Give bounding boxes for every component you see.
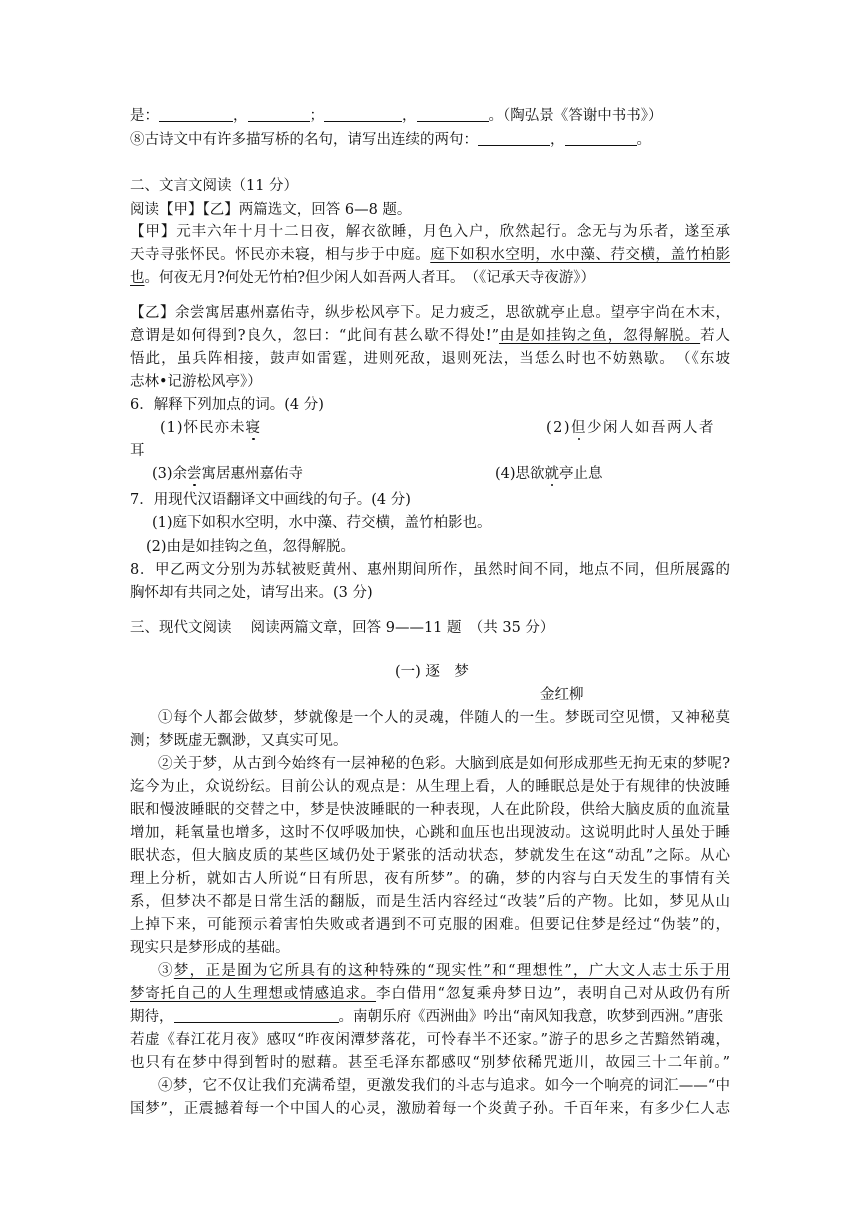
section-2-intro: 阅读【甲】【乙】两篇选文，回答 6—8 题。 <box>130 202 412 218</box>
underlined-sentence: 由是如挂钩之鱼，忽得解脱。 <box>499 328 701 344</box>
text: 亭止息 <box>559 466 603 482</box>
text: (3)余 <box>152 466 188 482</box>
text: 。 <box>636 132 651 148</box>
text: 期待， <box>130 1009 174 1025</box>
question-8-line-2: 胸怀却有共同之处，请写出来。(3 分) <box>130 585 373 601</box>
answer-blank[interactable] <box>159 107 233 122</box>
passage-yi-line-3: 悟此，虽兵阵相接，鼓声如雷霆，进则死敌，退则死法，当恁么时也不妨熟歇。 （《东坡 <box>130 351 730 367</box>
question-6: 6．解释下列加点的词。(4 分) <box>130 397 324 413</box>
text: (2) <box>546 420 572 436</box>
q6-item-3 <box>152 464 372 484</box>
para-3-line-4: 若虚《春江花月夜》感叹“昨夜闲潭梦落花，可怜春半不还家。”游子的思乡之苦黯然销魂， <box>130 1032 730 1048</box>
q7-item-1: (1)庭下如积水空明，水中藻、荇交横，盖竹柏影也。 <box>152 515 492 531</box>
passage-jia-line-2 <box>130 245 730 265</box>
text: 少闲人如吾两人者 <box>587 420 716 436</box>
passage-jia-line-3 <box>130 268 730 288</box>
para-2-line-2: 迄今为止，众说纷纭。目前公认的观点是：从生理上看，人的睡眠总是处于有规律的快波睡 <box>130 779 730 795</box>
q-fill-line-1 <box>130 106 730 126</box>
underlined-sentence: 庭下如积水空明，水中藻、荇交横，盖竹柏影 <box>430 247 731 263</box>
para-2-line-6: 理上分析，就如古人所说“日有所思，夜有所梦”。的确，梦的内容与白天发生的事情有关 <box>130 871 730 887</box>
dotted-word: 就 <box>544 466 560 482</box>
para-2-line-9: 现实只是梦形成的基础。 <box>130 940 290 956</box>
article-title: (一) 逐 梦 <box>395 664 469 680</box>
text: 。何夜无月?何处无竹柏?但少闲人如吾两人者耳。 （《记承天寺夜游》） <box>144 270 596 286</box>
q7-item-2: (2)由是如挂钩之鱼，忽得解脱。 <box>146 539 356 555</box>
text: 天寺寻张怀民。怀民亦未寝，相与步于中庭。 <box>130 247 431 263</box>
text: 。南朝乐府《西洲曲》吟出“南风知我意，吹梦到西洲。”唐张 <box>338 1009 724 1025</box>
section-3-heading: 三、现代文阅读 阅读两篇文章，回答 9——11 题 （共 35 分） <box>130 620 555 636</box>
para-3-line-1 <box>158 961 730 981</box>
para-3-line-5: 也只有在梦中得到暂时的慰藉。甚至毛泽东都感叹“别梦依稀咒逝川，故园三十二年前。” <box>130 1055 730 1071</box>
para-2-line-8: 上掉下来，可能预示着害怕失败或者遇到不可克服的困难。但要记住梦是经过“伪装”的， <box>130 917 730 933</box>
text: ， <box>550 132 565 148</box>
text: 。（陶弘景《答谢中书书》） <box>488 108 663 124</box>
underlined-sentence: 也 <box>130 270 145 286</box>
para-1-line-1: ①每个人都会做梦，梦就像是一个人的灵魂，伴随人的一生。梦既司空见惯，又神秘莫 <box>158 710 730 726</box>
para-2-line-5: 眠状态，但大脑皮质的某些区域仍处于紧张的活动状态，梦就发生在这“动乱”之际。从心 <box>130 848 730 864</box>
passage-yi-line-1: 【乙】余尝寓居惠州嘉佑寺，纵步松风亭下。足力疲乏，思欲就亭止息。望亭宇尚在木末， <box>130 305 730 321</box>
para-2-line-7: 系，但梦决不都是日常生活的翻版，而是生活内容经过“改装”后的产物。比如，梦见从山 <box>130 894 730 910</box>
text: ， <box>402 108 417 124</box>
passage-jia-line-1: 【甲】元丰六年十月十二日夜，解衣欲睡，月色入户，欣然起行。念无与为乐者，遂至承 <box>130 224 730 240</box>
q6-item-2-cont: 耳 <box>130 443 145 459</box>
text: 是： <box>130 108 159 124</box>
underlined-sentence: 梦寄托自己的人生理想或情感追求。 <box>130 986 377 1002</box>
text: 李白借用“忽复乘舟梦日边”，表明自己对从政仍有所 <box>376 986 731 1002</box>
question-8-line-1: 8．甲乙两文分别为苏轼被贬黄州、惠州期间所作，虽然时间不同，地点不同，但所展露的 <box>130 562 730 578</box>
dotted-word: 寝 <box>245 420 262 436</box>
para-4-line-1: ④梦，它不仅让我们充满希望，更激发我们的斗志与追求。如今一个响亮的词汇——“中 <box>158 1078 730 1094</box>
text: 意谓是如何得到?良久，忽曰：“此间有甚么歇不得处!” <box>130 328 500 344</box>
answer-blank[interactable] <box>248 107 310 122</box>
para-3-line-2 <box>130 984 730 1004</box>
dotted-word: 但 <box>571 420 588 436</box>
passage-yi-line-2 <box>130 326 730 346</box>
q6-item-2 <box>546 418 730 438</box>
answer-blank[interactable] <box>478 131 550 146</box>
q6-item-1 <box>160 418 280 438</box>
passage-yi-line-4: 志林•记游松风亭》） <box>130 374 262 390</box>
answer-blank[interactable] <box>174 1008 339 1023</box>
section-2-heading: 二、文言文阅读（11 分） <box>130 178 299 194</box>
answer-blank[interactable] <box>417 107 489 122</box>
para-2-line-3: 眠和慢波睡眠的交替之中，梦是快波睡眠的一种表现，人在此阶段，供给大脑皮质的血流量 <box>130 802 730 818</box>
text: ③ <box>158 963 174 979</box>
para-1-line-2: 测；梦既虚无飘渺，又真实可见。 <box>130 733 348 749</box>
answer-blank[interactable] <box>565 131 637 146</box>
question-7: 7．用现代汉语翻译文中画线的句子。(4 分) <box>130 492 411 508</box>
text: 若人 <box>700 328 731 344</box>
text: ， <box>233 108 248 124</box>
para-2-line-4: 增加，耗氧量也增多，这时不仅呼吸加快，心跳和血压也出现波动。这说明此时人虽处于睡 <box>130 825 730 841</box>
text: ； <box>309 108 324 124</box>
text: 寓居惠州嘉佑寺 <box>201 466 304 482</box>
underlined-sentence: 梦，正是囿为它所具有的这种特殊的“现实性”和“理想性”，广大文人志士乐于用 <box>173 963 731 979</box>
text: ⑧古诗文中有许多描写桥的名句，请写出连续的两句： <box>130 132 478 148</box>
q-fill-line-2 <box>130 130 730 150</box>
text: (4)思欲 <box>495 466 545 482</box>
para-3-line-3 <box>130 1007 730 1027</box>
answer-blank[interactable] <box>324 107 402 122</box>
para-2-line-1: ②关于梦，从古到今始终有一层神秘的色彩。大脑到底是如何形成那些无拘无束的梦呢? <box>158 756 730 772</box>
text: (1)怀民亦未 <box>160 420 246 436</box>
dotted-word: 尝 <box>187 466 202 482</box>
q6-item-4 <box>495 464 655 484</box>
article-author: 金红柳 <box>540 687 584 703</box>
para-4-line-2: 国梦”，正震撼着每一个中国人的心灵，激励着每一个炎黄子孙。千百年来，有多少仁人志 <box>130 1101 730 1117</box>
